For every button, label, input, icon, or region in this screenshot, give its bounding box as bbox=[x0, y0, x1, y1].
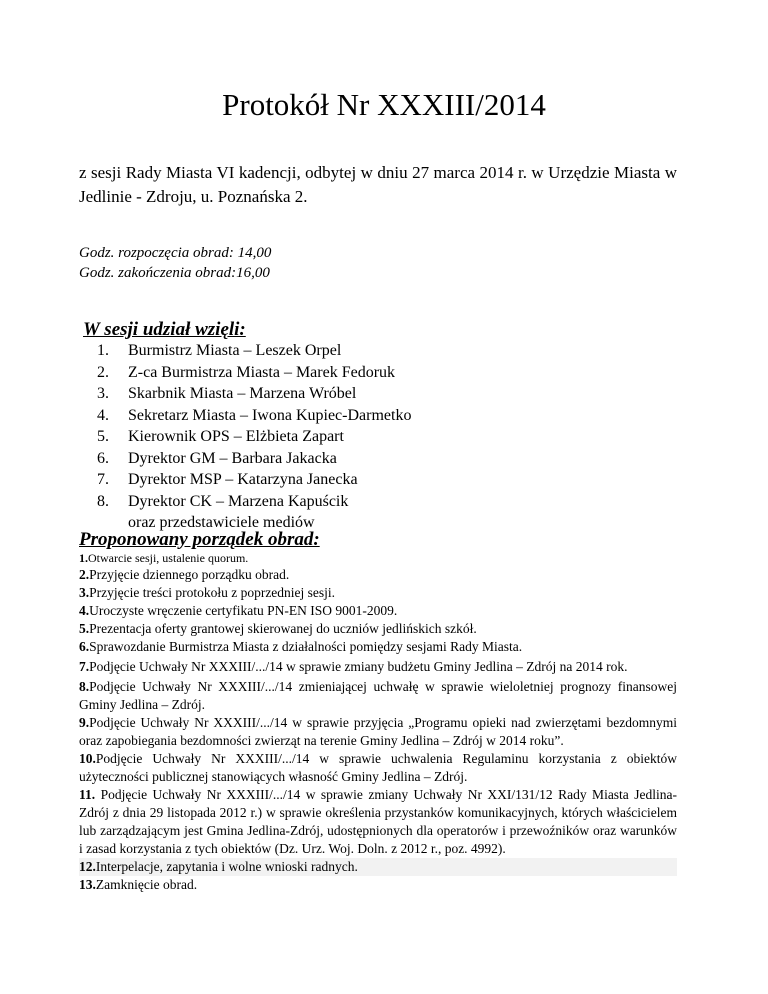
attendee-item bbox=[97, 426, 411, 448]
agenda-item-text: Sprawozdanie Burmistrza Miasta z działalności pomiędzy sesjami Rady Miasta. bbox=[89, 639, 523, 654]
agenda-item-number: 10. bbox=[79, 751, 96, 766]
attendee-number: 3. bbox=[97, 385, 109, 402]
attendee-number: 4. bbox=[97, 406, 109, 424]
agenda-item bbox=[79, 566, 677, 584]
agenda-item-number: 4. bbox=[79, 603, 90, 618]
agenda-item-text: Przyjęcie dziennego porządku obrad. bbox=[89, 567, 290, 582]
agenda-item bbox=[79, 750, 677, 786]
agenda-item-text: Podjęcie Uchwały Nr XXXIII/.../14 w sprawie zmiany budżetu Gminy Jedlina – Zdrój na 2014 rok. bbox=[89, 659, 628, 674]
agenda-item-number: 7. bbox=[79, 659, 90, 674]
attendee-number: 8. bbox=[97, 492, 109, 510]
attendee-text: Z-ca Burmistrza Miasta – Marek Fedoruk bbox=[128, 363, 396, 381]
attendee-media-note: oraz przedstawiciele mediów bbox=[128, 514, 315, 531]
agenda-item bbox=[79, 656, 677, 678]
agenda-item bbox=[79, 602, 677, 620]
attendee-text: Dyrektor MSP – Katarzyna Janecka bbox=[128, 471, 358, 488]
agenda-item-number: 11. bbox=[79, 787, 96, 802]
agenda-item-text: Podjęcie Uchwały Nr XXXIII/.../14 w sprawie przyjęcia „Programu opieki nad zwierzętami bezdomnymi oraz zapobiegania bezdomności zwierząt na terenie Gminy Jedlina – Zdrój w 2014 roku”. bbox=[79, 715, 677, 748]
agenda-item-number: 9. bbox=[79, 715, 90, 730]
agenda-item bbox=[79, 584, 677, 602]
attendee-text: Sekretarz Miasta – Iwona Kupiec-Darmetko bbox=[128, 406, 412, 424]
attendee-item bbox=[97, 340, 411, 362]
attendee-item bbox=[97, 362, 411, 384]
agenda-list bbox=[79, 551, 677, 894]
agenda-heading: Proponowany porządek obrad: bbox=[79, 529, 320, 550]
start-time: Godz. rozpoczęcia obrad: 14,00 bbox=[79, 245, 272, 261]
agenda-item-text: Podjęcie Uchwały Nr XXXIII/.../14 zmieniającej uchwałę w sprawie wieloletniej prognozy finansowej Gminy Jedlina – Zdrój. bbox=[79, 679, 677, 712]
attendee-text: Dyrektor GM – Barbara Jakacka bbox=[128, 449, 337, 467]
session-times bbox=[79, 243, 271, 283]
attendance-list bbox=[97, 340, 411, 534]
agenda-item-number: 1. bbox=[79, 551, 88, 565]
agenda-item-number: 6. bbox=[79, 639, 90, 654]
agenda-item bbox=[79, 620, 677, 638]
attendee-text: Dyrektor CK – Marzena Kapuścik bbox=[128, 492, 349, 510]
attendee-item bbox=[97, 383, 411, 405]
attendee-text: Kierownik OPS – Elżbieta Zapart bbox=[128, 428, 344, 445]
agenda-item-text: Prezentacja oferty grantowej skierowanej do uczniów jedlińskich szkół. bbox=[89, 621, 477, 636]
agenda-item-text: Przyjęcie treści protokołu z poprzedniej sesji. bbox=[89, 585, 336, 600]
session-intro: z sesji Rady Miasta VI kadencji, odbytej w dniu 27 marca 2014 r. w Urzędzie Miasta w Jedlinie - Zdroju, u. Poznańska 2. bbox=[79, 163, 677, 206]
attendee-item bbox=[97, 448, 411, 470]
agenda-item bbox=[79, 638, 677, 656]
attendee-number: 7. bbox=[97, 471, 109, 488]
agenda-item bbox=[79, 551, 677, 566]
attendee-number: 2. bbox=[97, 363, 109, 381]
agenda-item bbox=[79, 876, 677, 894]
attendee-item bbox=[97, 469, 411, 491]
attendee-number: 6. bbox=[97, 449, 109, 467]
agenda-item-number: 13. bbox=[79, 877, 96, 892]
agenda-item-text: Otwarcie sesji, ustalenie quorum. bbox=[88, 551, 249, 565]
agenda-item bbox=[79, 714, 677, 750]
agenda-item-text: Uroczyste wręczenie certyfikatu PN-EN ISO 9001-2009. bbox=[89, 603, 398, 618]
agenda-item-text: Podjęcie Uchwały Nr XXXIII/.../14 w sprawie uchwalenia Regulaminu korzystania z obiektów użyteczności publicznej stanowiących własność Gminy Jedlina – Zdrój. bbox=[79, 751, 677, 784]
document-title: Protokół Nr XXXIII/2014 bbox=[222, 87, 546, 122]
attendee-number: 1. bbox=[97, 342, 109, 359]
agenda-item-text: Interpelacje, zapytania i wolne wnioski radnych. bbox=[95, 859, 358, 874]
attendee-number: 5. bbox=[97, 428, 109, 445]
attendee-item bbox=[97, 491, 411, 513]
agenda-item bbox=[79, 858, 677, 876]
agenda-item-number: 12. bbox=[79, 859, 96, 874]
attendance-heading: W sesji udział wzięli: bbox=[83, 319, 246, 340]
attendee-text: Burmistrz Miasta – Leszek Orpel bbox=[128, 342, 342, 359]
end-time: Godz. zakończenia obrad:16,00 bbox=[79, 265, 270, 281]
agenda-item bbox=[79, 786, 677, 858]
attendee-item bbox=[97, 405, 411, 427]
agenda-item-text: Podjęcie Uchwały Nr XXXIII/.../14 w sprawie zmiany Uchwały Nr XXI/131/12 Rady Miasta Jedlina-Zdrój z dnia 29 listopada 2012 r.) w sprawie określenia przystanków komunikacyjnych, których właścicielem lub zarządzającym jest Gmina Jedlina-Zdrój, udostępnionych dla operatorów i przewoźników oraz warunków i zasad korzystania z tych obiektów (Dz. Urz. Woj. Doln. z 2012 r., poz. 4992). bbox=[79, 787, 677, 856]
attendee-text: Skarbnik Miasta – Marzena Wróbel bbox=[128, 385, 357, 402]
agenda-item-text: Zamknięcie obrad. bbox=[95, 877, 198, 892]
agenda-item-number: 3. bbox=[79, 585, 90, 600]
agenda-item-number: 8. bbox=[79, 679, 90, 694]
agenda-item-number: 5. bbox=[79, 621, 90, 636]
agenda-item bbox=[79, 678, 677, 714]
agenda-item-number: 2. bbox=[79, 567, 90, 582]
